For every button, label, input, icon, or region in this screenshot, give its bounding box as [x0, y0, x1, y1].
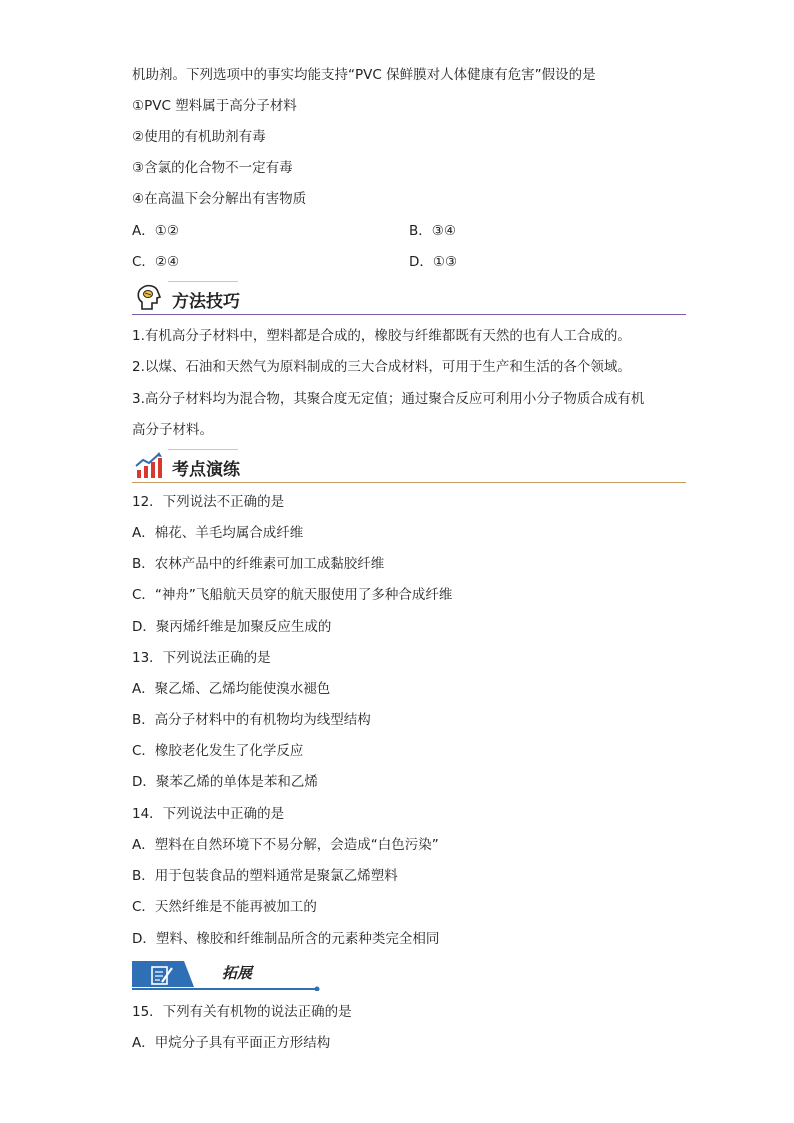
q13-option-c: C．橡胶老化发生了化学反应 [132, 743, 304, 759]
q13-option-b: B．高分子材料中的有机物均为线型结构 [132, 712, 371, 728]
q12-option-c: C．“神舟”飞船航天员穿的航天服使用了多种合成纤维 [132, 587, 453, 603]
section-header-extension [132, 957, 322, 991]
section-title-method: 方法技巧 [172, 292, 240, 312]
method-point-3: 3.高分子材料均为混合物，其聚合度无定值；通过聚合反应可利用小分子物质合成有机 [132, 391, 645, 407]
section-header-method [132, 281, 686, 315]
method-point-3-cont: 高分子材料。 [132, 422, 213, 438]
q14-option-b: B．用于包装食品的塑料通常是聚氯乙烯塑料 [132, 868, 398, 884]
section-header-practice [132, 449, 686, 483]
q13-option-d: D．聚苯乙烯的单体是苯和乙烯 [132, 774, 318, 790]
q13-option-a: A．聚乙烯、乙烯均能使溴水褪色 [132, 681, 331, 697]
q14-stem: 14．下列说法中正确的是 [132, 806, 285, 822]
statement-2: ②使用的有机助剂有毒 [132, 129, 266, 145]
q12-stem: 12．下列说法不正确的是 [132, 494, 285, 510]
statement-3: ③含氯的化合物不一定有毒 [132, 160, 293, 176]
intro-line: 机助剂。下列选项中的事实均能支持“PVC 保鲜膜对人体健康有危害”假设的是 [132, 67, 596, 83]
q12-option-b: B．农林产品中的纤维素可加工成黏胶纤维 [132, 556, 385, 572]
q15-stem: 15．下列有关有机物的说法正确的是 [132, 1004, 352, 1020]
q15-option-a: A．甲烷分子具有平面正方形结构 [132, 1035, 331, 1051]
q11-option-c: C．②④ [132, 254, 180, 270]
section-rule-method [132, 314, 686, 316]
method-point-1: 1.有机高分子材料中，塑料都是合成的，橡胶与纤维都既有天然的也有人工合成的。 [132, 328, 631, 344]
q14-option-c: C．天然纤维是不能再被加工的 [132, 899, 317, 915]
method-point-2: 2.以煤、石油和天然气为原料制成的三大合成材料，可用于生产和生活的各个领域。 [132, 359, 631, 375]
header-top-line [168, 449, 238, 450]
statement-1: ①PVC 塑料属于高分子材料 [132, 98, 297, 114]
lightbulb-head-icon [134, 283, 164, 311]
q14-option-a: A．塑料在自然环境下不易分解，会造成“白色污染” [132, 837, 439, 853]
section-title-extension: 拓展 [222, 964, 253, 982]
q13-stem: 13．下列说法正确的是 [132, 650, 271, 666]
bar-chart-icon [134, 451, 164, 479]
q11-option-d: D．①③ [409, 254, 458, 270]
q12-option-d: D．聚丙烯纤维是加聚反应生成的 [132, 619, 332, 635]
q11-option-b: B．③④ [409, 223, 456, 239]
section-title-practice: 考点演练 [172, 460, 240, 480]
q11-option-a: A．①② [132, 223, 179, 239]
header-top-line [168, 281, 238, 282]
notepad-pen-icon [150, 964, 174, 986]
section-rule-practice [132, 482, 686, 484]
q14-option-d: D．塑料、橡胶和纤维制品所含的元素种类完全相同 [132, 931, 440, 947]
statement-4: ④在高温下会分解出有害物质 [132, 191, 307, 207]
q12-option-a: A．棉花、羊毛均属合成纤维 [132, 525, 304, 541]
